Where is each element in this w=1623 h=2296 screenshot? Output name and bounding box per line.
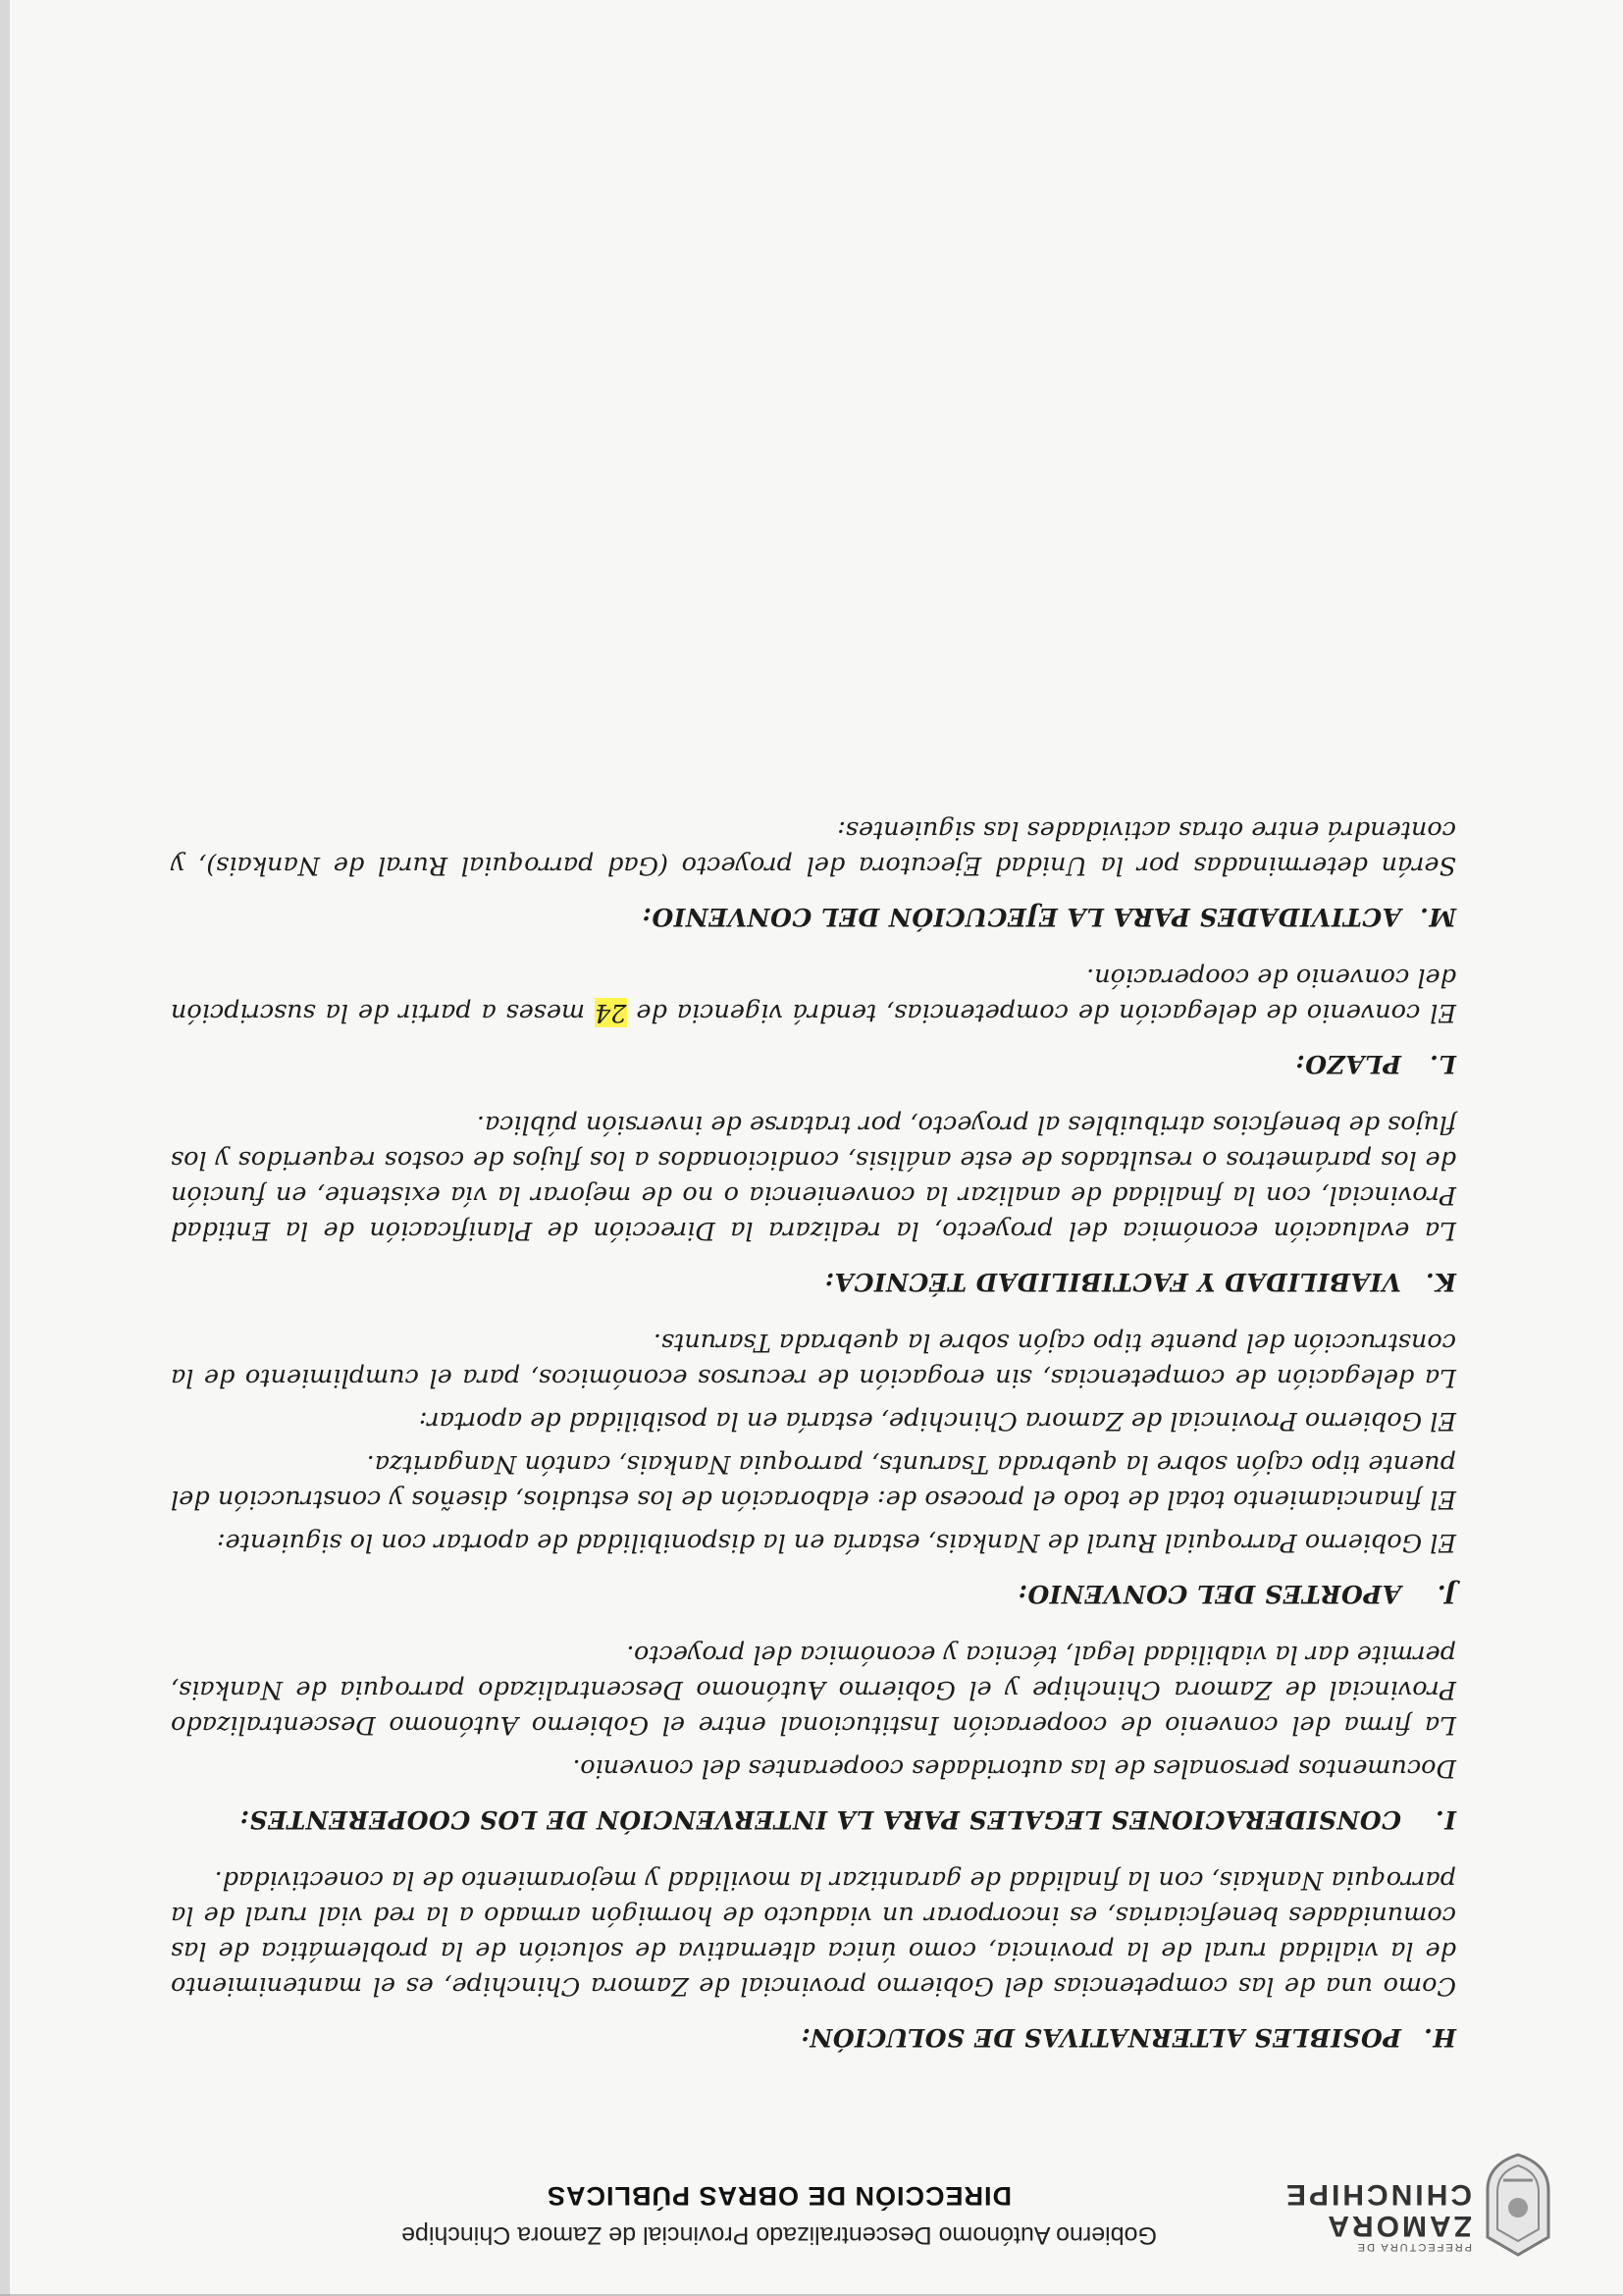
section-j-paragraph-2: El financiamiento total de todo el proceso de: elaboración de los estudios, diseños y construcción del puente tipo cajón sobre la quebrada Tsarunts, parroquia Nankais, cantón Nangaritza. [171, 1449, 1456, 1514]
section-title: POSIBLES ALTERNATIVAS DE SOLUCIÓN: [801, 2023, 1401, 2052]
brand-logo [1283, 2178, 1472, 2253]
section-heading-i [171, 1801, 1456, 1837]
section-heading-h [171, 2019, 1456, 2055]
section-k-paragraph: La evaluación económica del proyecto, la realizara la Dirección de Planificación de la Entidad Provincial, con la finalidad de analizar la conveniencia o no de mejorar la vía existente, en función de los parámetros o resultados de este análisis, condicionados a los flujos de costos requeridos y los flujos de beneficios atribuibles al proyecto, por tratarse de inversión pública. [171, 1110, 1456, 1245]
section-j-paragraph-4: La delegación de competencias, sin erogación de recursos económicos, para el cumplimiento de la construcción del puente tipo cajón sobre la quebrada Tsarunts. [171, 1328, 1456, 1392]
institution-name: Gobierno Autónomo Descentralizado Provincial de Zamora Chinchipe [401, 2221, 1157, 2249]
section-letter: L. [1429, 1050, 1456, 1078]
section-title: PLAZO: [1294, 1050, 1401, 1078]
section-title: ACTIVIDADES PARA LA EJECUCIÓN DEL CONVENIO: [642, 903, 1401, 931]
section-i-paragraph-2: La firma del convenio de cooperación Institucional entre el Gobierno Autónomo Descentralizado Provincial de Zamora Chinchipe y el Gobierno Autónomo Descentralizado parroquia de Nankais, permite dar la viabilidad legal, técnica y económica del proyecto. [171, 1640, 1456, 1740]
section-title: APORTES DEL CONVENIO: [1018, 1580, 1401, 1608]
section-letter: J. [1437, 1580, 1456, 1608]
section-letter: M. [1419, 903, 1456, 931]
section-j-paragraph-1: El Gobierno Parroquial Rural de Nankais, estaría en la disponibilidad de aportar con lo siguiente: [216, 1528, 1456, 1557]
plazo-text-after: meses a partir de la suscripción del convenio de cooperación. [170, 963, 1456, 1027]
section-m-paragraph: Serán determinadas por la Unidad Ejecutora del proyecto (Gad parroquial Rural de Nankais), y contendrá entre otras actividades las siguientes: [171, 815, 1456, 880]
section-l-paragraph [171, 960, 1456, 1030]
document-body [171, 805, 1456, 2080]
section-i-paragraph-1: Documentos personales de las autoridades cooperantes del convenio. [572, 1753, 1456, 1783]
plazo-highlight: 24 [595, 998, 627, 1027]
section-title: CONSIDERACIONES LEGALES PARA LA INTERVENCIÓN DE LOS COOPERENTES: [239, 1805, 1401, 1834]
section-heading-l [171, 1046, 1456, 1081]
section-j-paragraph-3: El Gobierno Provincial de Zamora Chinchipe, estaría en la posibilidad de aportar: [418, 1406, 1456, 1435]
brand-name-line1: ZAMORA [1325, 2210, 1472, 2242]
section-letter: H. [1423, 2023, 1456, 2052]
section-letter: K. [1425, 1268, 1456, 1296]
section-letter: I. [1435, 1805, 1456, 1834]
letterhead [63, 2141, 1554, 2259]
section-heading-m [171, 899, 1456, 934]
section-heading-j [171, 1576, 1456, 1611]
section-h-paragraph: Como una de las competencias del Gobierno provincial de Zamora Chinchipe, es el mantenimiento de la vialidad rural de la provincia, como única alternativa de solución de la problemática de las comunidades beneficiarias, es incorporar un viaducto de hormigón armado a la red vial rural de la parroquia Nankais, con la finalidad de garantizar la movilidad y mejoramiento de la conectividad. [171, 1865, 1456, 2001]
scan-edge [0, 0, 10, 2296]
section-title: VIABILIDAD Y FACTIBILIDAD TÉCNICA: [824, 1268, 1401, 1296]
department-name: DIRECCIÓN DE OBRAS PÚBLICAS [546, 2181, 1013, 2211]
brand-small-text: PREFECTURA DE [1355, 2241, 1472, 2253]
brand-name-line2: CHINCHIPE [1283, 2178, 1472, 2211]
header-text [288, 2180, 1270, 2249]
section-heading-k [171, 1264, 1456, 1299]
prefecture-seal-icon [1482, 2151, 1554, 2259]
plazo-text-before: El convenio de delegación de competencias, tendrá vigencia de [626, 998, 1456, 1027]
